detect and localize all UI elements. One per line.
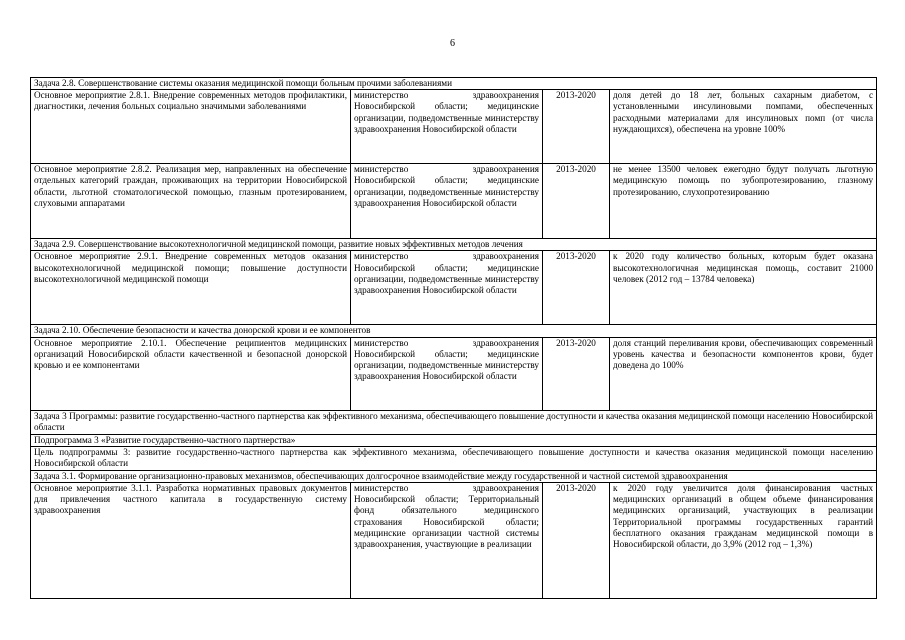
- task-row: [31, 239, 877, 251]
- subprogram-3-title: Подпрограмма 3 «Развитие государственно-частного партнерства»: [31, 434, 877, 446]
- measure-row: [31, 483, 877, 599]
- task-3-1-title: Задача 3.1. Формирование организационно-правовых механизмов, обеспечивающих долгосрочное взаимодействие между государственной и частной системой здравоохранения: [31, 470, 877, 482]
- measure-3-1-1: Основное мероприятие 3.1.1. Разработка нормативных правовых документов для привлечения частного капитала в государственную систему здравоохранения: [31, 483, 351, 599]
- task-row: [31, 78, 877, 90]
- program-measures-table: [30, 77, 877, 599]
- executors-2-10-1: министерство здравоохранения Новосибирской области; медицинские организации, подведомственные министерству здравоохранения Новосибирской области: [351, 337, 543, 410]
- executors-2-8-2: министерство здравоохранения Новосибирской области; медицинские организации, подведомственные министерству здравоохранения Новосибирской области: [351, 164, 543, 239]
- page-number: 6: [450, 38, 455, 49]
- measure-2-8-1: Основное мероприятие 2.8.1. Внедрение современных методов профилактики, диагностики, лечения больных социально значимыми заболеваниями: [31, 90, 351, 164]
- task-row: [31, 410, 877, 434]
- period-2-9-1: 2013-2020: [543, 251, 610, 325]
- measure-row: [31, 251, 877, 325]
- task-row: [31, 470, 877, 482]
- result-2-9-1: к 2020 году количество больных, которым будет оказана высокотехнологичная медицинская помощь, составит 21000 человек (2012 год – 13784 человека): [610, 251, 877, 325]
- goal-row: [31, 446, 877, 470]
- measure-row: [31, 337, 877, 410]
- measure-2-9-1: Основное мероприятие 2.9.1. Внедрение современных методов оказания высокотехнологичной медицинской помощи; повышение доступности высокотехнологичной медицинской помощи: [31, 251, 351, 325]
- measure-row: [31, 90, 877, 164]
- result-2-8-2: не менее 13500 человек ежегодно будут получать льготную медицинскую помощь по зубопротезированию, глазному протезированию, слухопротезированию: [610, 164, 877, 239]
- task-2-10-title: Задача 2.10. Обеспечение безопасности и качества донорской крови и ее компонентов: [31, 325, 877, 337]
- executors-2-8-1: министерство здравоохранения Новосибирской области; медицинские организации, подведомственные министерству здравоохранения Новосибирской области: [351, 90, 543, 164]
- subprogram-row: [31, 434, 877, 446]
- result-2-8-1: доля детей до 18 лет, больных сахарным диабетом, с установленными инсулиновыми помпами, обеспеченных расходными материалами для инсулиновых помп (от числа нуждающихся), обеспечена на уровне 100%: [610, 90, 877, 164]
- measure-row: [31, 164, 877, 239]
- result-3-1-1: к 2020 году увеличится доля финансирования частных медицинских организаций в общем объеме финансирования медицинских организаций, участвующих в реализации Территориальной программы государственных гарантий бесплатного оказания гражданам медицинской помощи в Новосибирской области, до 3,9% (2012 год – 1,3%): [610, 483, 877, 599]
- period-2-8-2: 2013-2020: [543, 164, 610, 239]
- result-2-10-1: доля станций переливания крови, обеспечивающих современный уровень качества и безопасности компонентов крови, будет доведена до 100%: [610, 337, 877, 410]
- period-2-8-1: 2013-2020: [543, 90, 610, 164]
- subprogram-3-goal: Цель подпрограммы 3: развитие государственно-частного партнерства как эффективного механизма, обеспечивающего повышение доступности и качества оказания медицинской помощи населению Новосибирской области: [31, 446, 877, 470]
- executors-3-1-1: министерство здравоохранения Новосибирской области; Территориальный фонд обязательного медицинского страхования Новосибирской области; медицинские организации частной системы здравоохранения, участвующие в реализации: [351, 483, 543, 599]
- period-3-1-1: 2013-2020: [543, 483, 610, 599]
- task-row: [31, 325, 877, 337]
- task-3-program-title: Задача 3 Программы: развитие государственно-частного партнерства как эффективного механизма, обеспечивающего повышение доступности и качества оказания медицинской помощи населению Новосибирской области: [31, 410, 877, 434]
- task-2-9-title: Задача 2.9. Совершенствование высокотехнологичной медицинской помощи, развитие новых эффективных методов лечения: [31, 239, 877, 251]
- measure-2-10-1: Основное мероприятие 2.10.1. Обеспечение реципиентов медицинских организаций Новосибирской области качественной и безопасной донорской кровью и ее компонентами: [31, 337, 351, 410]
- executors-2-9-1: министерство здравоохранения Новосибирской области; медицинские организации, подведомственные министерству здравоохранения Новосибирской области: [351, 251, 543, 325]
- period-2-10-1: 2013-2020: [543, 337, 610, 410]
- task-2-8-title: Задача 2.8. Совершенствование системы оказания медицинской помощи больным прочими заболеваниями: [31, 78, 877, 90]
- measure-2-8-2: Основное мероприятие 2.8.2. Реализация мер, направленных на обеспечение отдельных категорий граждан, проживающих на территории Новосибирской области, льготной стоматологической помощью, глазным протезированием, слуховыми аппаратами: [31, 164, 351, 239]
